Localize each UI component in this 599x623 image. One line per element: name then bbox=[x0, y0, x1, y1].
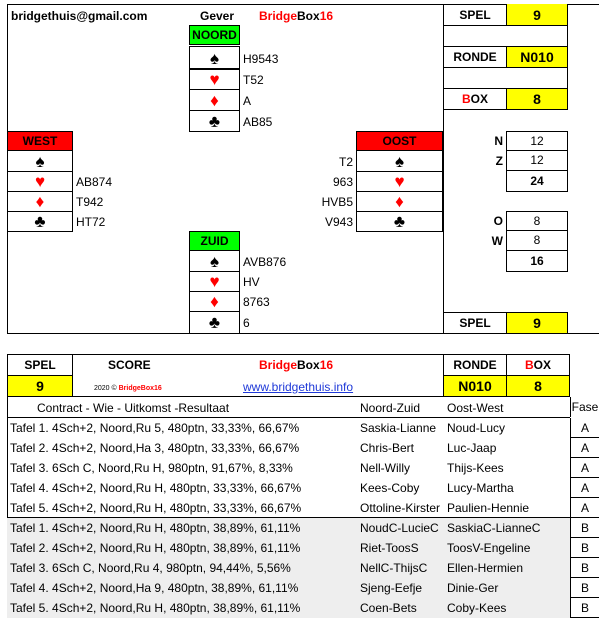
oost-diamonds: HVB5 bbox=[321, 195, 353, 209]
col-header-ow: Oost-West bbox=[447, 401, 504, 415]
row-ow-pair: Luc-Jaap bbox=[447, 441, 497, 455]
hcp-dir-o: O bbox=[493, 214, 503, 228]
noord-spades: H9543 bbox=[243, 52, 279, 66]
noord-hearts: T52 bbox=[243, 73, 264, 87]
zuid-label: ZUID bbox=[189, 231, 240, 251]
row-result: Tafel 3. 6Sch C, Noord,Ru H, 980ptn, 91,67%, 8,33% bbox=[10, 461, 293, 475]
table-row bbox=[7, 578, 570, 598]
hcp-dir-n: N bbox=[494, 134, 503, 148]
west-label: WEST bbox=[7, 131, 73, 151]
hcp-dir-w: W bbox=[491, 234, 503, 248]
copyright-brand: BridgeBox16 bbox=[118, 385, 162, 392]
email-label: bridgethuis@gmail.com bbox=[11, 9, 148, 23]
hearts-icon: ♥ bbox=[7, 171, 73, 192]
row-fase: B bbox=[570, 518, 599, 538]
oost-spades: T2 bbox=[338, 155, 353, 169]
table-row bbox=[7, 498, 570, 518]
diamonds-icon: ♦ bbox=[7, 191, 73, 212]
score-brand-title bbox=[259, 358, 333, 372]
hearts-icon: ♥ bbox=[356, 171, 443, 192]
row-nz-pair: Coen-Bets bbox=[360, 601, 417, 615]
oost-clubs: V943 bbox=[324, 215, 353, 229]
spades-icon: ♠ bbox=[356, 150, 443, 172]
score-ronde-value: N010 bbox=[443, 375, 507, 397]
row-fase: B bbox=[570, 598, 599, 618]
phase-divider bbox=[7, 517, 570, 518]
table-row bbox=[7, 418, 570, 438]
brand-box: Box bbox=[297, 358, 320, 372]
clubs-icon: ♣ bbox=[189, 311, 240, 334]
row-fase: B bbox=[570, 578, 599, 598]
box-label bbox=[443, 88, 507, 110]
zuid-hearts: HV bbox=[243, 275, 260, 289]
row-nz-pair: Nell-Willy bbox=[360, 461, 410, 475]
score-spel-value: 9 bbox=[7, 375, 73, 397]
table-row bbox=[7, 558, 570, 578]
west-clubs: HT72 bbox=[76, 215, 106, 229]
row-fase: A bbox=[570, 438, 599, 458]
table-row bbox=[7, 458, 570, 478]
noord-diamonds: A bbox=[243, 94, 252, 108]
hearts-icon: ♥ bbox=[189, 271, 240, 292]
score-spel-label: SPEL bbox=[7, 354, 73, 376]
zuid-clubs: 6 bbox=[243, 316, 250, 330]
copyright bbox=[94, 385, 162, 392]
hcp-value-z: 12 bbox=[506, 150, 568, 171]
row-fase: A bbox=[570, 458, 599, 478]
hcp-value-w: 8 bbox=[506, 230, 568, 251]
score-box-label bbox=[506, 354, 570, 376]
row-ow-pair: Lucy-Martha bbox=[447, 481, 514, 495]
spel-spacer bbox=[443, 25, 568, 47]
brand-16: 16 bbox=[319, 9, 334, 23]
row-ow-pair: Paulien-Hennie bbox=[447, 501, 530, 515]
row-result: Tafel 1. 4Sch+2, Noord,Ru H, 480ptn, 38,89%, 61,11% bbox=[10, 521, 301, 535]
hcp-value-o: 8 bbox=[506, 211, 568, 231]
clubs-icon: ♣ bbox=[7, 211, 73, 232]
hcp-total-ow: 16 bbox=[506, 250, 568, 272]
row-fase: A bbox=[570, 498, 599, 518]
score-box-value: 8 bbox=[506, 375, 570, 397]
row-result: Tafel 2. 4Sch+2, Noord,Ha 3, 480ptn, 33,33%, 66,67% bbox=[10, 441, 300, 455]
col-header-fase: Fase bbox=[570, 397, 599, 417]
diamonds-icon: ♦ bbox=[356, 191, 443, 212]
hcp-dir-z: Z bbox=[495, 154, 503, 168]
diamonds-icon: ♦ bbox=[189, 291, 240, 312]
zuid-diamonds: 8763 bbox=[243, 295, 270, 309]
row-nz-pair: NellC-ThijsC bbox=[360, 561, 428, 575]
score-ronde-label: RONDE bbox=[443, 354, 507, 376]
spades-icon: ♠ bbox=[189, 46, 240, 70]
hearts-icon: ♥ bbox=[189, 68, 240, 90]
row-nz-pair: NoudC-LucieC bbox=[360, 521, 439, 535]
clubs-icon: ♣ bbox=[189, 110, 240, 132]
table-row bbox=[7, 538, 570, 558]
row-result: Tafel 3. 6Sch C, Noord,Ru 4, 980ptn, 94,44%, 5,56% bbox=[10, 561, 291, 575]
box-label-ox: OX bbox=[470, 92, 488, 106]
row-nz-pair: Riet-ToosS bbox=[360, 541, 419, 555]
website-link[interactable]: www.bridgethuis.info bbox=[243, 380, 354, 394]
spades-icon: ♠ bbox=[7, 150, 73, 172]
brand-title bbox=[259, 9, 333, 23]
row-result: Tafel 4. 4Sch+2, Noord,Ru H, 480ptn, 33,33%, 66,67% bbox=[10, 481, 302, 495]
box-label-ox: OX bbox=[533, 358, 551, 372]
col-header-result: Contract - Wie - Uitkomst -Resultaat bbox=[37, 401, 230, 415]
brand-bridge: Bridge bbox=[259, 358, 298, 372]
noord-clubs: AB85 bbox=[243, 115, 273, 129]
row-nz-pair: Saskia-Lianne bbox=[360, 421, 437, 435]
table-row bbox=[7, 518, 570, 538]
noord-label: NOORD bbox=[189, 25, 240, 45]
row-ow-pair: Dinie-Ger bbox=[447, 581, 499, 595]
box-label-b: B bbox=[461, 92, 471, 106]
gever-label: Gever bbox=[200, 9, 235, 23]
west-hearts: AB874 bbox=[76, 175, 113, 189]
results-header-row bbox=[7, 398, 599, 418]
spel-label-bottom: SPEL bbox=[443, 312, 507, 334]
score-label: SCORE bbox=[108, 358, 151, 372]
west-diamonds: T942 bbox=[76, 195, 104, 209]
spel-label: SPEL bbox=[443, 4, 507, 26]
ronde-spacer bbox=[443, 67, 568, 89]
row-ow-pair: Thijs-Kees bbox=[447, 461, 504, 475]
row-fase: A bbox=[570, 478, 599, 498]
oost-hearts: 963 bbox=[332, 175, 353, 189]
row-result: Tafel 5. 4Sch+2, Noord,Ru H, 480ptn, 38,89%, 61,11% bbox=[10, 601, 301, 615]
row-nz-pair: Ottoline-Kirster bbox=[360, 501, 441, 515]
spades-icon: ♠ bbox=[189, 250, 240, 272]
box-value: 8 bbox=[506, 88, 568, 110]
row-ow-pair: ToosV-Engeline bbox=[447, 541, 531, 555]
oost-label: OOST bbox=[356, 131, 443, 151]
ronde-value: N010 bbox=[506, 46, 568, 68]
row-ow-pair: Coby-Kees bbox=[447, 601, 507, 615]
table-row bbox=[7, 478, 570, 498]
spel-value: 9 bbox=[506, 4, 568, 26]
hcp-total-nz: 24 bbox=[506, 170, 568, 192]
table-row bbox=[7, 438, 570, 458]
zuid-spades: AVB876 bbox=[243, 255, 287, 269]
row-fase: B bbox=[570, 558, 599, 578]
row-result: Tafel 1. 4Sch+2, Noord,Ru 5, 480ptn, 33,33%, 66,67% bbox=[10, 421, 300, 435]
table-row bbox=[7, 598, 570, 618]
row-result: Tafel 5. 4Sch+2, Noord,Ru H, 480ptn, 33,33%, 66,67% bbox=[10, 501, 302, 515]
brand-bridge: Bridge bbox=[259, 9, 298, 23]
row-nz-pair: Sjeng-Eefje bbox=[360, 581, 423, 595]
brand-16: 16 bbox=[319, 358, 334, 372]
row-result: Tafel 4. 4Sch+2, Noord,Ha 9, 480ptn, 38,89%, 61,11% bbox=[10, 581, 299, 595]
row-result: Tafel 2. 4Sch+2, Noord,Ru H, 480ptn, 38,89%, 61,11% bbox=[10, 541, 301, 555]
ronde-label: RONDE bbox=[443, 46, 507, 68]
col-header-nz: Noord-Zuid bbox=[360, 401, 421, 415]
row-ow-pair: Ellen-Hermien bbox=[447, 561, 524, 575]
diamonds-icon: ♦ bbox=[189, 89, 240, 111]
row-nz-pair: Kees-Coby bbox=[360, 481, 420, 495]
box-label-b: B bbox=[524, 358, 534, 372]
row-ow-pair: SaskiaC-LianneC bbox=[447, 521, 541, 535]
hcp-value-n: 12 bbox=[506, 131, 568, 151]
row-ow-pair: Noud-Lucy bbox=[447, 421, 506, 435]
brand-box: Box bbox=[297, 9, 320, 23]
clubs-icon: ♣ bbox=[356, 211, 443, 232]
row-fase: A bbox=[570, 418, 599, 438]
spel-value-bottom: 9 bbox=[506, 312, 568, 334]
row-nz-pair: Chris-Bert bbox=[360, 441, 415, 455]
row-fase: B bbox=[570, 538, 599, 558]
copyright-text: 2020 © bbox=[94, 385, 119, 392]
